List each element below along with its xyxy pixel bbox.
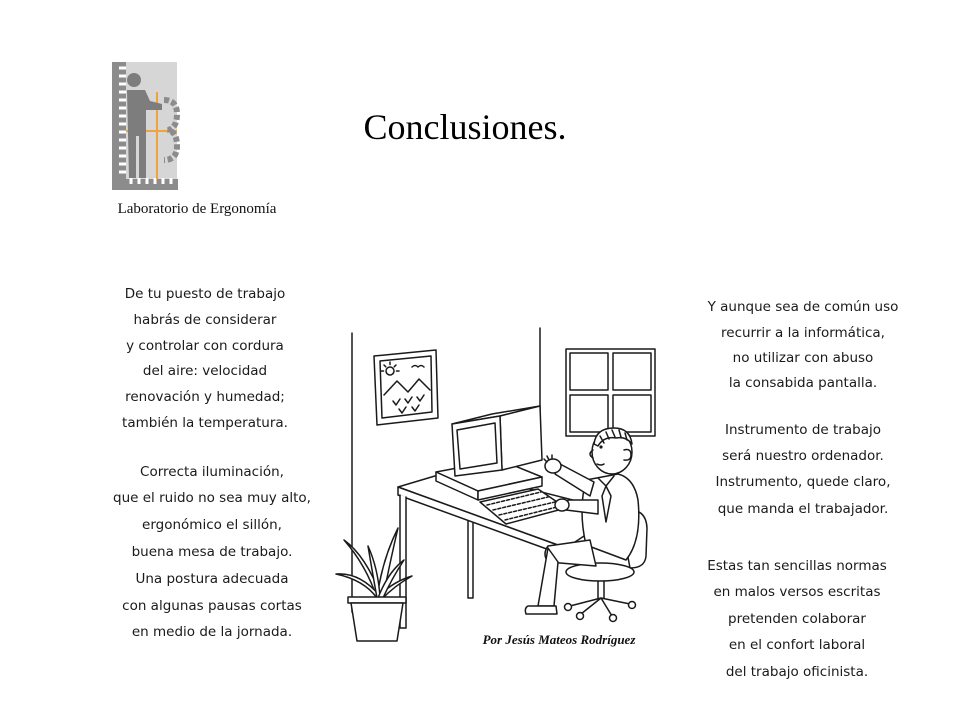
office-worker-at-computer-icon bbox=[322, 322, 660, 648]
poem-stanza bbox=[683, 417, 923, 522]
poem-line: Instrumento, quede claro, bbox=[715, 474, 891, 491]
poem-line: pretenden colaborar bbox=[728, 610, 866, 627]
lab-name: Laboratorio de Ergonomía bbox=[117, 201, 277, 217]
poem-stanza bbox=[92, 459, 332, 647]
poem-line: del trabajo oficinista. bbox=[725, 663, 869, 680]
slide-title: Conclusiones. bbox=[363, 107, 567, 147]
poem-line: renovación y humedad; bbox=[125, 389, 285, 406]
poem-line: del aire: velocidad bbox=[142, 363, 268, 380]
poem-line: recurrir a la informática, bbox=[721, 324, 885, 341]
poem-line: buena mesa de trabajo. bbox=[131, 543, 293, 560]
framed-picture bbox=[374, 350, 438, 425]
computer-monitor bbox=[452, 406, 542, 476]
poem-line: Correcta iluminación, bbox=[140, 463, 284, 480]
window bbox=[566, 349, 655, 436]
poem-stanza bbox=[85, 282, 325, 437]
poem-line: que manda el trabajador. bbox=[717, 500, 889, 517]
poem-line: De tu puesto de trabajo bbox=[124, 286, 286, 302]
poem-stanza bbox=[683, 295, 923, 396]
poem-line: en medio de la jornada. bbox=[131, 624, 293, 641]
poem-line: Instrumento de trabajo bbox=[725, 421, 881, 438]
poem-line: Y aunque sea de común uso bbox=[707, 299, 899, 316]
poem-line: en malos versos escritas bbox=[713, 584, 881, 601]
author-credit: Por Jesús Mateos Rodríguez bbox=[482, 632, 636, 647]
poem-line: habrás de considerar bbox=[133, 311, 277, 328]
poem-line: será nuestro ordenador. bbox=[722, 448, 884, 465]
poem-line: la consabida pantalla. bbox=[728, 375, 878, 392]
poem-line: Una postura adecuada bbox=[135, 570, 289, 587]
poem-line: y controlar con cordura bbox=[126, 337, 284, 354]
poem-line: no utilizar con abuso bbox=[732, 349, 874, 366]
poem-line: también la temperatura. bbox=[122, 414, 288, 431]
poem-stanza bbox=[677, 553, 917, 686]
poem-line: en el confort laboral bbox=[728, 637, 866, 654]
poem-line: Estas tan sencillas normas bbox=[707, 557, 887, 574]
poem-line: con algunas pausas cortas bbox=[122, 597, 302, 614]
poem-line: ergonómico el sillón, bbox=[142, 517, 282, 534]
ergonomics-lab-logo-icon bbox=[110, 60, 182, 193]
poem-line: que el ruido no sea muy alto, bbox=[113, 490, 311, 507]
